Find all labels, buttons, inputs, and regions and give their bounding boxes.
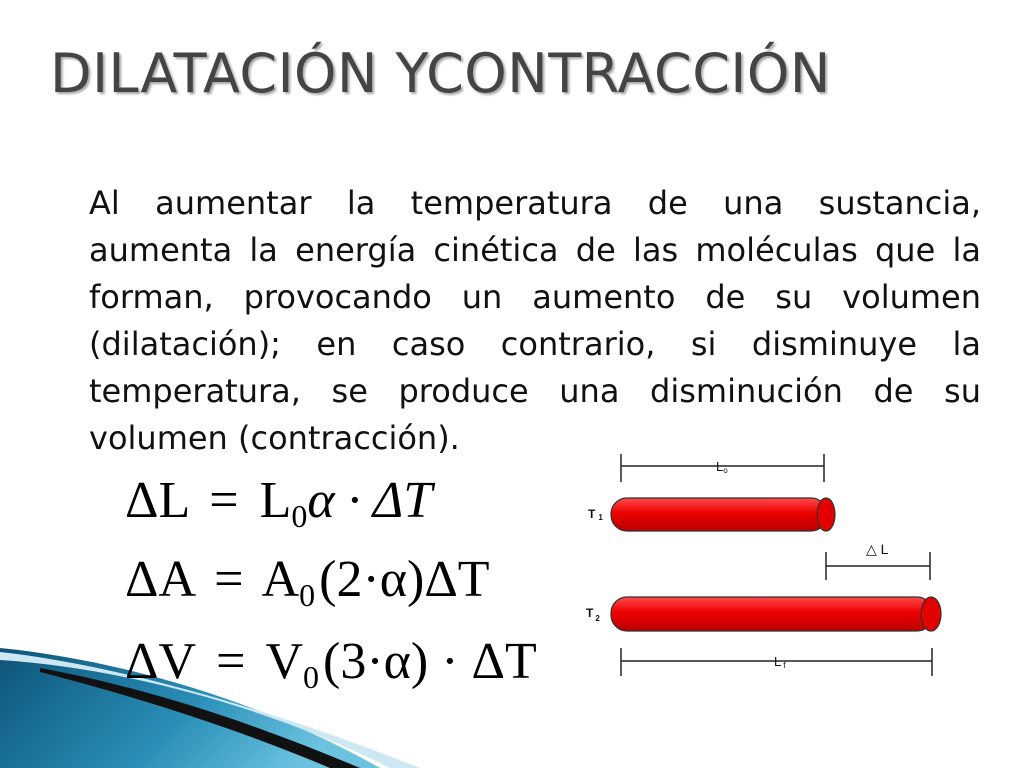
formula-area: ΔA = A0(2·α)ΔT [125,551,490,613]
delta-l-label: △ L [866,541,889,557]
t1-label: T 1 [588,507,603,522]
slide-title: DILATACIÓN YCONTRACCIÓN [50,42,831,105]
t2-label: T $_2$ [586,606,600,623]
lf-label: Lf [774,654,786,670]
rod-initial [611,498,835,531]
formula-linear: ΔL = L0α · ΔT [125,472,433,534]
l0-label: Lo [716,459,728,475]
body-paragraph: Al aumentar la temperatura de una sustancia, aumenta la energía cinética de las moléculas que la forman, provocando un aumento de su volumen (dilatación); en caso contrario, si disminuye la temperatura, se produce una disminución de su volumen (contracción). [89,184,981,455]
formula-volume: ΔV = V0(3·α) · ΔT [125,633,537,695]
rod-expanded [611,597,941,631]
